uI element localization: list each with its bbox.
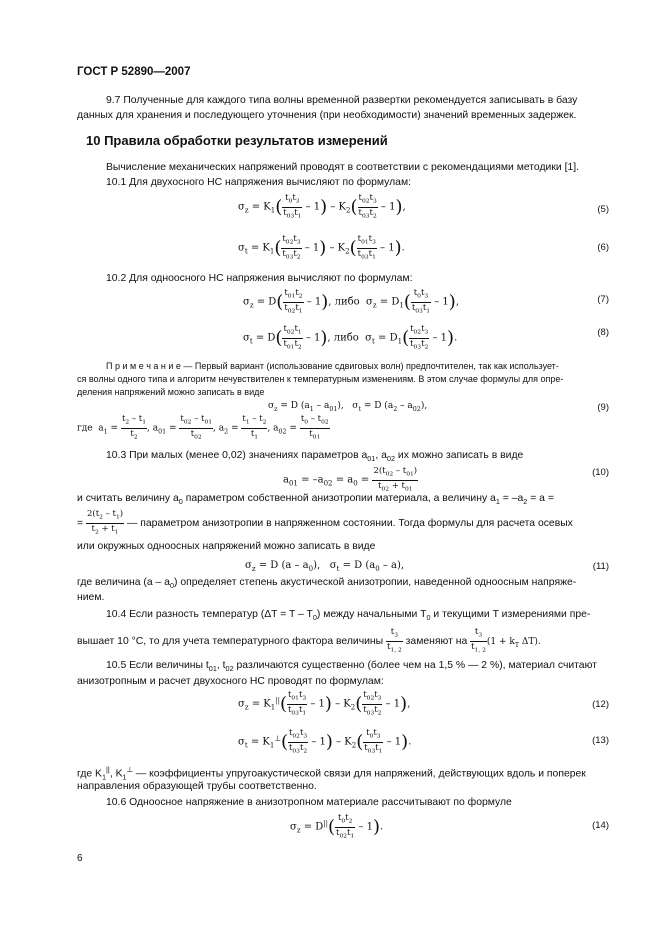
intro-paragraph: Вычисление механических напряжений проводят в соответствии с рекомендациями методики [1]. [106,162,580,173]
document-header: ГОСТ Р 52890—2007 [77,66,191,78]
formula-9: $\sigma_z = D$ $(a_1 - a_{01})$, $\sigma_t = D$ $(a_2 - a_{02})$, [268,401,428,413]
formula-10: $a_{01} = -a_{02} = a_0$ = $\frac{2(t_{02} - t_{01})}{t_{02} + t_{01}}$ [283,466,418,493]
paragraph-10-5-line2: анизотропным и расчет двухосного НС проводят по формулам: [77,676,384,687]
formula-11: $\sigma_z = D$ $(a - a_0)$, $\sigma_t = D$ $(a_0 - a)$, [245,560,405,573]
note-line3: деления напряжений можно записать в виде [77,387,265,397]
equation-number-5: (5) [597,204,609,215]
paragraph-10-2: 10.2 Для одноосного НС напряжения вычисляют по формулам: [106,273,413,284]
note-line1: П р и м е ч а н и е — Первый вариант (использование сдвиговых волн) предпочтителен, так как использует- [106,361,559,371]
paragraph-9-7-line1: 9.7 Полученные для каждого типа волны временной развертки рекомендуется записывать в базу [106,95,578,106]
equation-number-9: (9) [597,402,609,413]
paragraph-10-1: 10.1 Для двухосного НС напряжения вычисляют по формулам: [106,177,411,188]
page-number: 6 [77,853,83,864]
equation-number-10: (10) [592,467,609,478]
paragraph-10-3: 10.3 При малых (менее 0,02) значениях параметров $a_{01}$, $a_{02}$ их можно записать в виде [106,450,524,464]
equation-number-8: (8) [597,327,609,338]
equation-number-13: (13) [592,735,609,746]
note-line2: ся волны одного типа и алгоритм нечувствителен к температурным изменениям. В этом случае формулы для опре- [77,374,564,384]
paragraph-10-3-conclusion-line1: где величина $(a - a_0)$ определяет степень акустической анизотропии, наведенной одноосным напряже- [77,577,577,591]
equation-number-12: (12) [592,699,609,710]
paragraph-10-5-conclusion-line1: где $K_1^{||}$, $K_1^\perp$ — коэффициенты упругоакустической связи для напряжений, действующих вдоль и поперек [77,765,586,782]
paragraph-10-4-line2: вышает 10 °С, то для учета температурного фактора величины $\frac{t_3}{t_{1, 2}}$ заменяют на $\frac{t_3}{t_{1, 2}}$ ($1 + k_T$ ΔT). [77,627,541,654]
formula-14: $\sigma_z = D^{||}$( $\frac{t_0t_2}{t_{02}t_1}$ – 1). [290,813,384,840]
formula-5: $\sigma_z = K_1$( $\frac{t_0t_3}{t_{03}t_1}$ – $1) - K_2$( $\frac{t_{02}t_3}{t_{03}t_2}$ – 1), [238,193,406,220]
paragraph-10-3-body-line2: = $\frac{2(t_2 - t_1)}{t_2 + t_1}$ — параметром анизотропии в напряженном состоянии. Тогда формулы для расчета осевых [77,509,573,536]
formula-7: $\sigma_z = D$( $\frac{t_{01}t_2}{t_{02}t_1}$ – 1), либо $\sigma_z = D_1$( $\frac{t_0t_3}{t_{03}t_1}$ – 1), [243,288,459,315]
paragraph-10-3-conclusion-line2: нием. [77,592,105,603]
paragraph-10-4-line1: 10.4 Если разность температур $(\Delta T = T - T_0)$ между начальными $T_0$ и текущими T измерениями пре- [106,609,591,623]
paragraph-10-3-body-line1: и считать величину $a_0$ параметром собственной анизотропии материала, а величину $a_1 = -a_2 = a$ = [77,493,554,507]
equation-number-6: (6) [597,242,609,253]
paragraph-10-6: 10.6 Одноосное напряжение в анизотропном материале рассчитывают по формуле [106,797,512,808]
equation-number-14: (14) [592,820,609,831]
paragraph-10-5-line1: 10.5 Если величины $t_{01}$, $t_{02}$ различаются существенно (более чем на 1,5 % — 2 %), материал считают [106,660,597,674]
formula-8: $\sigma_t = D$( $\frac{t_{02}t_1}{t_{01}t_2}$ – 1), либо $\sigma_t = D_1$( $\frac{t_{02}t_3}{t_{03}t_2}$ – 1). [243,324,458,351]
paragraph-10-5-conclusion-line2: направления образующей трубы соответственно. [77,781,317,792]
formula-6: $\sigma_t = K_1$( $\frac{t_{02}t_3}{t_{03}t_2}$ – $1) - K_2$( $\frac{t_{01}t_3}{t_{03}t_1}$ – 1). [238,234,405,261]
paragraph-10-3-body-line3: или окружных одноосных напряжений можно записать в виде [77,541,376,552]
equation-number-7: (7) [597,294,609,305]
formula-12: $\sigma_z = K_1^{||}$( $\frac{t_{01}t_3}{t_{03}t_1}$ – $1) - K_2$( $\frac{t_{02}t_3}{t_{03}t_2}$ – 1), [238,690,411,717]
section-title: 10 Правила обработки результатов измерений [86,133,388,148]
paragraph-9-7-line2: данных для хранения и последующего уточнения (при необходимости) значений временных задержек. [77,110,577,121]
formula-9-definitions: где $a_1$ = $\frac{t_2 - t_1}{t_2}$ , $a_{01}$ = $\frac{t_{02} - t_{01}}{t_{02}}$ , $a_2$ = $\frac{t_1 - t_2}{t_1}$ , $a_{02}$ = $\frac{t_0 - t_{02}}{t_{01}}$ [77,414,329,441]
equation-number-11: (11) [592,561,609,572]
formula-13: $\sigma_t = K_1^\perp$( $\frac{t_{02}t_3}{t_{03}t_2}$ – $1) - K_2$( $\frac{t_0t_3}{t_{03}t_1}$ – 1). [238,728,412,755]
